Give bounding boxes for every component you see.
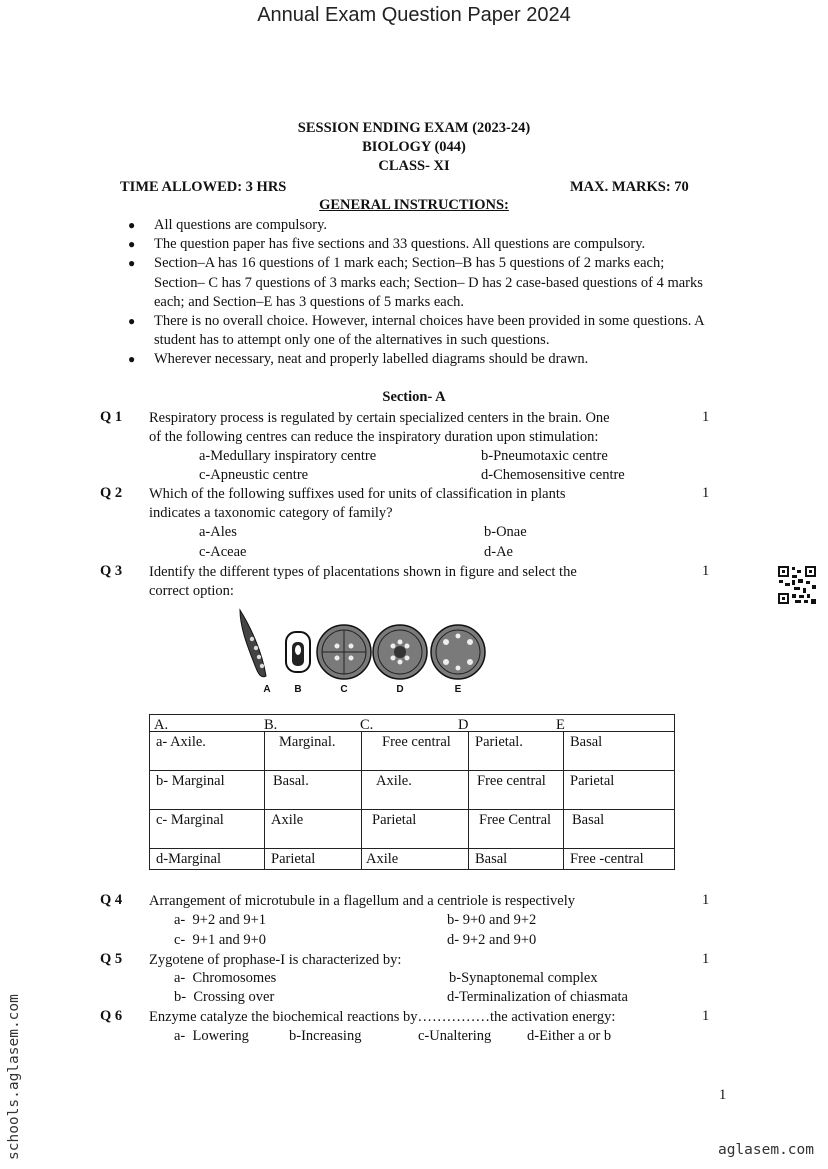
instruction-item: ● All questions are compulsory. (128, 216, 728, 235)
table-row (150, 810, 675, 849)
table-row (150, 771, 675, 810)
instruction-item: ● Section–A has 16 questions of 1 mark each; Section–B has 5 questions of 2 marks each; Section– C has 7 questions of 3 marks each; Section– D has 2 case-based questions of 4 marks each; and Section–E has 3 questions of 5 marks each. (128, 254, 709, 312)
qr-code-icon[interactable] (777, 565, 817, 605)
question-mark: 1 (702, 892, 710, 908)
question-text: indicates a taxonomic category of family? (149, 505, 393, 521)
question-text: Zygotene of prophase-I is characterized by: (149, 952, 402, 968)
option-b: b-Synaptonemal complex (449, 970, 598, 986)
figure-label-c: C (340, 684, 348, 695)
option-a: a- 9+2 and 9+1 (174, 912, 267, 928)
side-watermark[interactable]: schools.aglasem.com (6, 994, 22, 1160)
question-text: correct option: (149, 583, 234, 599)
option-c: b- Crossing over (174, 989, 275, 1005)
question-number: Q 3 (100, 563, 123, 579)
table-cell: Axile. (362, 771, 469, 810)
question-text: Which of the following suffixes used for units of classification in plants (149, 486, 566, 502)
table-cell: Free central (362, 732, 469, 771)
option-d: d- 9+2 and 9+0 (447, 932, 537, 948)
table-cell: Basal (469, 849, 564, 870)
table-cell: Parietal (265, 849, 362, 870)
question-mark: 1 (702, 1008, 710, 1024)
options-table (149, 714, 675, 870)
table-row (150, 849, 675, 870)
option-d: d-Ae (484, 544, 513, 560)
instruction-item: ● The question paper has five sections and 33 questions. All questions are compulsory. (128, 235, 734, 254)
question-number: Q 4 (100, 892, 123, 908)
option-a: a- Lowering (174, 1028, 249, 1044)
option-a: a-Medullary inspiratory centre (199, 448, 377, 464)
table-cell: Axile (265, 810, 362, 849)
exam-title: SESSION ENDING EXAM (2023-24) (297, 120, 531, 136)
question-mark: 1 (702, 485, 710, 501)
figure-label-e: E (454, 684, 462, 695)
option-d: d-Either a or b (527, 1028, 612, 1044)
table-header-row (150, 715, 675, 732)
table-cell: Axile (362, 849, 469, 870)
table-cell: Parietal. (469, 732, 564, 771)
options-table-wrapper (149, 714, 675, 870)
placentation-figure (232, 606, 502, 698)
instruction-item: ● There is no overall choice. However, internal choices have been provided in some questions. A student has to attempt only one of the alternatives in such questions. (128, 312, 709, 350)
placentation-a-diagram (240, 610, 266, 677)
table-cell: Free central (469, 771, 564, 810)
figure-label-d: D (396, 684, 404, 695)
table-cell: Basal. (265, 771, 362, 810)
subject-title: BIOLOGY (044) (362, 139, 466, 155)
question-mark: 1 (702, 951, 710, 967)
question-number: Q 6 (100, 1008, 123, 1024)
option-c: c-Unaltering (418, 1028, 492, 1044)
question-text: Arrangement of microtubule in a flagellum and a centriole is respectively (149, 893, 575, 909)
table-cell: Basal (564, 810, 675, 849)
option-c: c-Apneustic centre (199, 467, 309, 483)
instructions-list (128, 216, 728, 370)
option-d: d-Chemosensitive centre (481, 467, 625, 483)
class-title: CLASS- XI (378, 158, 450, 174)
question-text: of the following centres can reduce the inspiratory duration upon stimulation: (149, 429, 599, 445)
table-row (150, 732, 675, 771)
placentation-d-diagram (373, 625, 427, 679)
table-header-cell: A. (154, 717, 169, 733)
footer-watermark[interactable]: aglasem.com (717, 1142, 814, 1158)
table-header-cell: D (458, 717, 469, 733)
option-d: d-Terminalization of chiasmata (447, 989, 628, 1005)
instruction-item: ● Wherever necessary, neat and properly labelled diagrams should be drawn. (128, 350, 728, 369)
table-cell: c- Marginal (150, 810, 265, 849)
option-a: a-Ales (199, 524, 237, 540)
option-b: b- 9+0 and 9+2 (447, 912, 537, 928)
question-number: Q 2 (100, 485, 123, 501)
table-cell: Free Central (469, 810, 564, 849)
question-number: Q 5 (100, 951, 123, 967)
question-mark: 1 (702, 563, 710, 579)
section-title: Section- A (382, 389, 446, 405)
page-number: 1 (719, 1087, 727, 1103)
table-header-cell: B. (264, 717, 278, 733)
option-c: c- 9+1 and 9+0 (174, 932, 267, 948)
table-cell: a- Axile. (150, 732, 265, 771)
option-c: c-Aceae (199, 544, 247, 560)
table-cell: d-Marginal (150, 849, 265, 870)
table-cell: Parietal (362, 810, 469, 849)
table-cell: b- Marginal (150, 771, 265, 810)
figure-label-b: B (294, 684, 302, 695)
table-header-cell: E (556, 717, 565, 733)
option-b: b-Onae (484, 524, 527, 540)
time-allowed: TIME ALLOWED: 3 HRS (120, 179, 287, 195)
option-a: a- Chromosomes (174, 970, 277, 986)
option-b: b-Increasing (289, 1028, 362, 1044)
figure-label-a: A (263, 684, 271, 695)
question-text: Identify the different types of placentations shown in figure and select the (149, 564, 577, 580)
page-banner: Annual Exam Question Paper 2024 (257, 4, 571, 26)
question-text: Enzyme catalyze the biochemical reactions by……………the activation energy: (149, 1009, 616, 1025)
placentation-b-diagram (286, 632, 310, 672)
question-number: Q 1 (100, 409, 123, 425)
table-cell: Parietal (564, 771, 675, 810)
question-text: Respiratory process is regulated by certain specialized centers in the brain. One (149, 410, 610, 426)
option-b: b-Pneumotaxic centre (481, 448, 608, 464)
max-marks: MAX. MARKS: 70 (570, 179, 689, 195)
table-cell: Marginal. (265, 732, 362, 771)
table-header-cell: C. (360, 717, 374, 733)
table-cell: Free -central (564, 849, 675, 870)
placentation-c-diagram (317, 625, 371, 679)
table-cell: Basal (564, 732, 675, 771)
question-mark: 1 (702, 409, 710, 425)
instructions-title: GENERAL INSTRUCTIONS: (319, 197, 509, 213)
placentation-e-diagram (431, 625, 485, 679)
